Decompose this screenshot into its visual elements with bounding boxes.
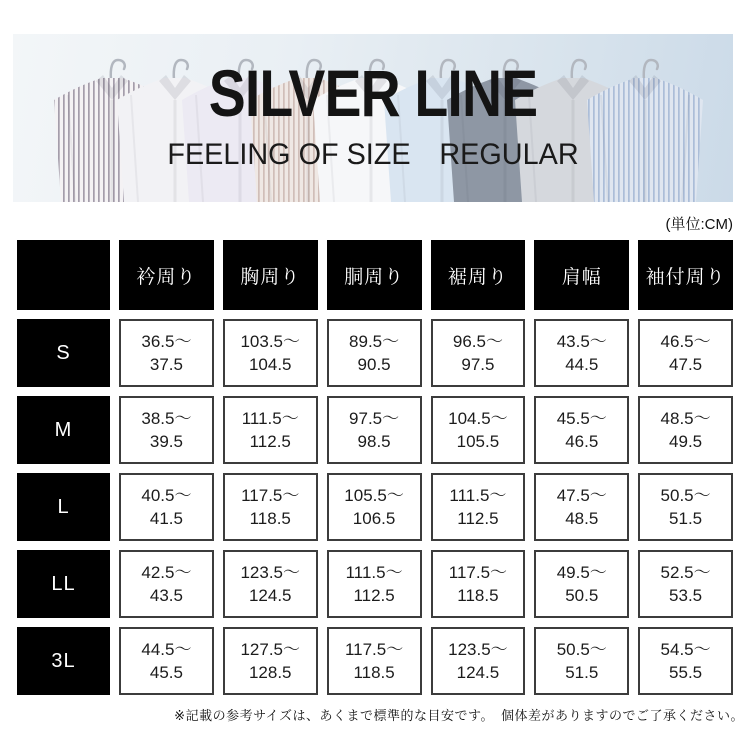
size-value-cell: 105.5〜 106.5 [327,473,422,541]
banner-subtitle: FEELING OF SIZE REGULAR [167,138,579,171]
banner-title: SILVER LINE [208,56,538,130]
col-header-3: 胴周り [327,240,422,310]
col-header-5: 肩幅 [534,240,629,310]
footnote: ※記載の参考サイズは、あくまで標準的な目安です。 個体差がありますのでご了承ください。 [174,708,744,723]
size-table [17,240,733,695]
size-value-cell: 46.5〜 47.5 [638,319,733,387]
size-value-cell: 117.5〜 118.5 [431,550,526,618]
size-value-cell: 117.5〜 118.5 [327,627,422,695]
size-value-cell: 40.5〜 41.5 [119,473,214,541]
size-value-cell: 49.5〜 50.5 [534,550,629,618]
hero-banner [13,34,733,202]
size-value-cell: 44.5〜 45.5 [119,627,214,695]
size-value-cell: 123.5〜 124.5 [431,627,526,695]
col-header-6: 袖付周り [638,240,733,310]
size-value-cell: 50.5〜 51.5 [638,473,733,541]
col-header-1: 衿周り [119,240,214,310]
col-header-2: 胸周り [223,240,318,310]
row-label-L: L [17,473,110,541]
size-value-cell: 42.5〜 43.5 [119,550,214,618]
size-value-cell: 127.5〜 128.5 [223,627,318,695]
size-value-cell: 111.5〜 112.5 [327,550,422,618]
size-value-cell: 96.5〜 97.5 [431,319,526,387]
size-value-cell: 38.5〜 39.5 [119,396,214,464]
row-label-S: S [17,319,110,387]
col-header-4: 裾周り [431,240,526,310]
size-value-cell: 52.5〜 53.5 [638,550,733,618]
row-label-3L: 3L [17,627,110,695]
row-label-LL: LL [17,550,110,618]
size-value-cell: 45.5〜 46.5 [534,396,629,464]
size-value-cell: 123.5〜 124.5 [223,550,318,618]
size-value-cell: 89.5〜 90.5 [327,319,422,387]
size-value-cell: 47.5〜 48.5 [534,473,629,541]
size-value-cell: 54.5〜 55.5 [638,627,733,695]
size-value-cell: 111.5〜 112.5 [431,473,526,541]
size-value-cell: 97.5〜 98.5 [327,396,422,464]
size-value-cell: 48.5〜 49.5 [638,396,733,464]
size-value-cell: 111.5〜 112.5 [223,396,318,464]
table-corner-cell [17,240,110,310]
size-value-cell: 43.5〜 44.5 [534,319,629,387]
unit-label: (単位:CM) [665,216,733,233]
size-value-cell: 104.5〜 105.5 [431,396,526,464]
row-label-M: M [17,396,110,464]
size-value-cell: 36.5〜 37.5 [119,319,214,387]
size-value-cell: 117.5〜 118.5 [223,473,318,541]
size-value-cell: 50.5〜 51.5 [534,627,629,695]
size-value-cell: 103.5〜 104.5 [223,319,318,387]
